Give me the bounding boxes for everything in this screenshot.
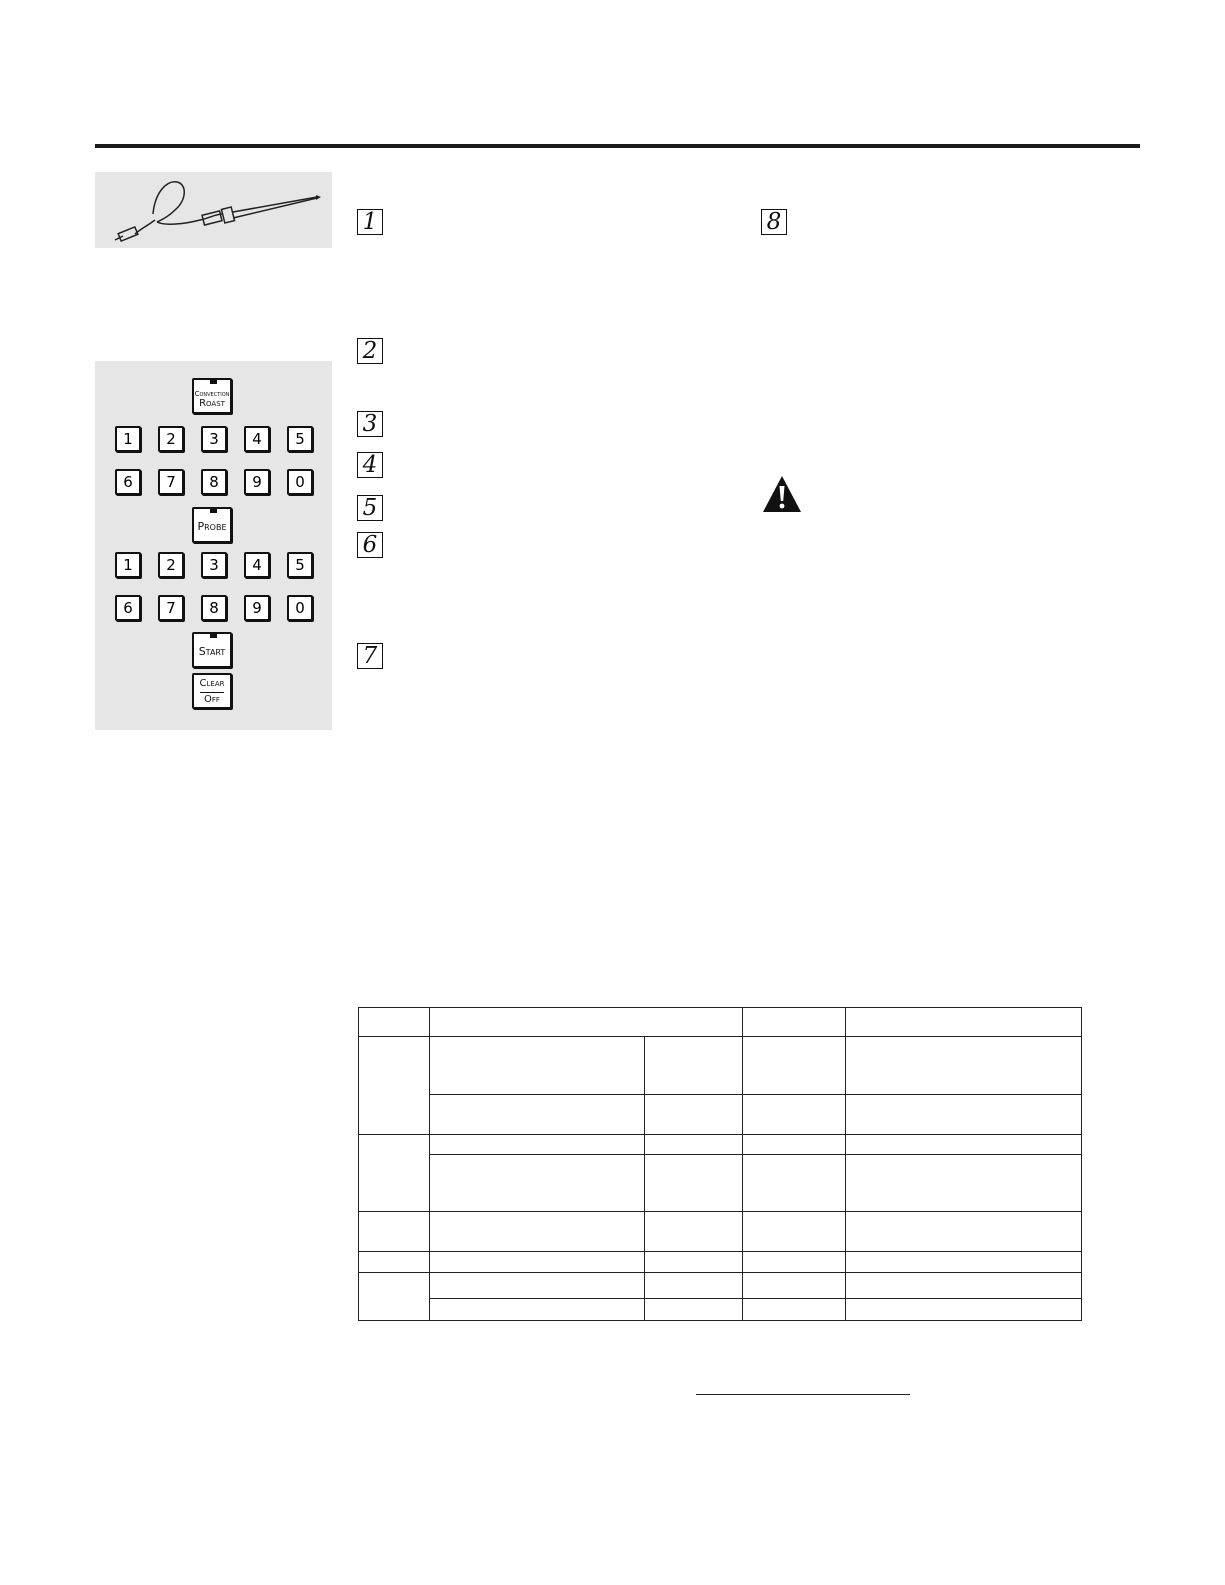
table-cell bbox=[743, 1273, 846, 1299]
probe-digit-pad[interactable]: 2 bbox=[158, 552, 184, 578]
probe-digit-pad[interactable]: 1 bbox=[115, 552, 141, 578]
table-cell bbox=[743, 1155, 846, 1212]
table-cell bbox=[846, 1155, 1082, 1212]
header-rule bbox=[95, 144, 1140, 148]
start-pad[interactable] bbox=[192, 632, 232, 668]
roasting-guide-table bbox=[358, 1007, 1082, 1321]
probe-digit-pad[interactable]: 9 bbox=[244, 595, 270, 621]
warning-triangle-icon bbox=[762, 474, 802, 514]
step-number-8: 8 bbox=[761, 209, 787, 235]
table-cell bbox=[644, 1299, 743, 1321]
table-cell bbox=[846, 1212, 1082, 1252]
off-label: Off bbox=[204, 694, 220, 705]
control-keypad-panel bbox=[95, 361, 332, 730]
clear-off-pad[interactable] bbox=[192, 673, 232, 709]
table-cell bbox=[743, 1299, 846, 1321]
step-number-5: 5 bbox=[357, 495, 383, 521]
footnote-underline bbox=[696, 1394, 910, 1395]
time-digit-pad[interactable]: 3 bbox=[201, 426, 227, 452]
table-cell bbox=[743, 1095, 846, 1135]
table-cell bbox=[644, 1273, 743, 1299]
probe-label: Probe bbox=[197, 520, 227, 533]
clear-off-divider bbox=[200, 692, 224, 693]
time-digit-pad[interactable]: 7 bbox=[158, 469, 184, 495]
probe-pad[interactable] bbox=[192, 507, 232, 543]
table-cell bbox=[359, 1037, 430, 1135]
table-row bbox=[359, 1212, 1082, 1252]
time-digit-pad[interactable]: 4 bbox=[244, 426, 270, 452]
probe-digit-pad[interactable]: 8 bbox=[201, 595, 227, 621]
table-cell bbox=[359, 1273, 430, 1321]
table-cell bbox=[846, 1252, 1082, 1273]
step-number-6: 6 bbox=[357, 532, 383, 558]
table-cell bbox=[359, 1008, 430, 1037]
table-header-row bbox=[359, 1008, 1082, 1037]
table-cell bbox=[429, 1037, 644, 1095]
table-cell bbox=[429, 1299, 644, 1321]
table-row bbox=[359, 1155, 1082, 1212]
temperature-probe-icon bbox=[95, 172, 332, 248]
step-number-7: 7 bbox=[357, 643, 383, 669]
probe-digit-pad[interactable]: 7 bbox=[158, 595, 184, 621]
table-cell bbox=[429, 1155, 644, 1212]
table-cell bbox=[429, 1135, 644, 1155]
table-cell bbox=[846, 1273, 1082, 1299]
probe-illustration-panel bbox=[95, 172, 332, 248]
table-cell bbox=[429, 1212, 644, 1252]
table-cell bbox=[743, 1008, 846, 1037]
convection-roast-label-line1: Convection bbox=[194, 390, 230, 398]
table-cell bbox=[743, 1037, 846, 1095]
probe-digit-pad[interactable]: 0 bbox=[287, 595, 313, 621]
table-cell bbox=[644, 1037, 743, 1095]
table-row bbox=[359, 1037, 1082, 1095]
time-digit-pad[interactable]: 0 bbox=[287, 469, 313, 495]
table-cell bbox=[846, 1037, 1082, 1095]
table-cell bbox=[644, 1155, 743, 1212]
table-cell bbox=[429, 1008, 743, 1037]
table-row bbox=[359, 1273, 1082, 1299]
convection-roast-label-line2: Roast bbox=[199, 398, 225, 409]
table-cell bbox=[846, 1299, 1082, 1321]
time-digit-pad[interactable]: 2 bbox=[158, 426, 184, 452]
step-number-4: 4 bbox=[357, 452, 383, 478]
time-digit-pad[interactable]: 6 bbox=[115, 469, 141, 495]
step-number-2: 2 bbox=[357, 338, 383, 364]
probe-digit-pad[interactable]: 3 bbox=[201, 552, 227, 578]
table-cell bbox=[743, 1212, 846, 1252]
step-number-3: 3 bbox=[357, 411, 383, 437]
table-cell bbox=[644, 1095, 743, 1135]
table-cell bbox=[429, 1273, 644, 1299]
table-cell bbox=[359, 1212, 430, 1252]
indicator-light bbox=[210, 378, 217, 384]
probe-digit-pad[interactable]: 6 bbox=[115, 595, 141, 621]
table-row bbox=[359, 1252, 1082, 1273]
clear-label: Clear bbox=[199, 678, 225, 689]
table-row bbox=[359, 1095, 1082, 1135]
table-cell bbox=[359, 1252, 430, 1273]
convection-roast-pad[interactable] bbox=[192, 378, 232, 414]
probe-digit-pad[interactable]: 4 bbox=[244, 552, 270, 578]
table-cell bbox=[644, 1212, 743, 1252]
table-cell bbox=[644, 1135, 743, 1155]
indicator-light bbox=[210, 507, 217, 513]
table-row bbox=[359, 1299, 1082, 1321]
time-digit-pad[interactable]: 8 bbox=[201, 469, 227, 495]
table-cell bbox=[846, 1008, 1082, 1037]
probe-digit-pad[interactable]: 5 bbox=[287, 552, 313, 578]
step-number-1: 1 bbox=[357, 209, 383, 235]
time-digit-pad[interactable]: 9 bbox=[244, 469, 270, 495]
start-label: Start bbox=[198, 645, 226, 658]
indicator-light bbox=[210, 632, 217, 638]
table-cell bbox=[429, 1252, 644, 1273]
table-cell bbox=[644, 1252, 743, 1273]
table-cell bbox=[846, 1135, 1082, 1155]
table-cell bbox=[743, 1135, 846, 1155]
table-cell bbox=[359, 1135, 430, 1212]
time-digit-pad[interactable]: 5 bbox=[287, 426, 313, 452]
time-digit-pad[interactable]: 1 bbox=[115, 426, 141, 452]
table-row bbox=[359, 1135, 1082, 1155]
table-cell bbox=[429, 1095, 644, 1135]
table-cell bbox=[743, 1252, 846, 1273]
table-cell bbox=[846, 1095, 1082, 1135]
